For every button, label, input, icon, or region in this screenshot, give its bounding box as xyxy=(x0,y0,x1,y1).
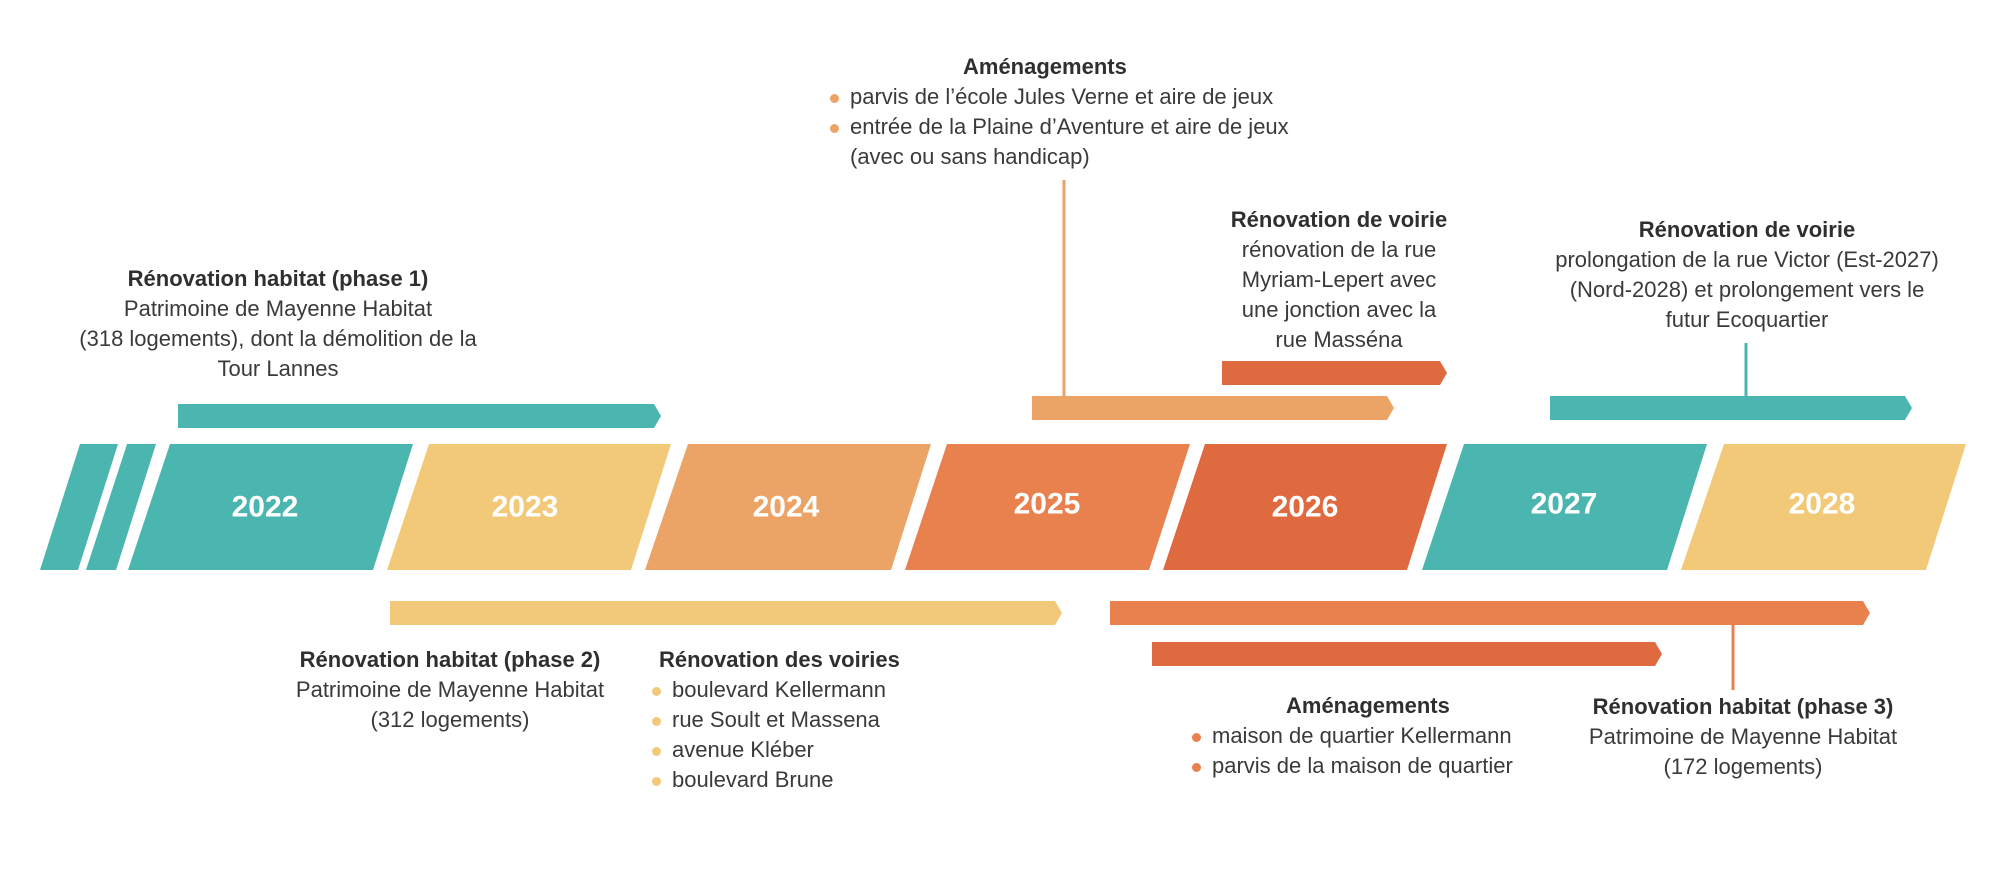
year-label: 2023 xyxy=(491,490,559,524)
year-label: 2024 xyxy=(752,490,820,524)
bar-amenagements-top xyxy=(1032,396,1394,420)
year-label: 2026 xyxy=(1271,490,1339,524)
list-item: boulevard Kellermann xyxy=(652,675,952,705)
year-label: 2022 xyxy=(231,490,299,524)
year-label: 2027 xyxy=(1530,487,1598,521)
block-line: Patrimoine de Mayenne Habitat xyxy=(1588,724,1898,749)
bar-renov-voirie-2026 xyxy=(1222,361,1447,385)
year-segment-2026 xyxy=(1163,444,1447,570)
year-segment-2023 xyxy=(387,444,671,570)
block-line: (318 logements), dont la démolition de la xyxy=(79,326,477,351)
block-line: Tour Lannes xyxy=(217,356,339,381)
block-title: Rénovation des voiries xyxy=(659,647,900,672)
block-title: Rénovation habitat (phase 2) xyxy=(299,647,601,672)
block-renov-habitat-phase2 xyxy=(280,645,620,735)
bar-amenagements-bottom xyxy=(1152,642,1662,666)
block-renov-voirie-2027 xyxy=(1527,215,1967,335)
year-label: 2028 xyxy=(1788,487,1856,521)
block-line: (172 logements) xyxy=(1663,754,1823,779)
block-line: Patrimoine de Mayenne Habitat xyxy=(295,677,605,702)
year-segment-2028 xyxy=(1681,444,1966,570)
bar-renov-habitat-phase2 xyxy=(390,601,1062,625)
block-title: Rénovation de voirie xyxy=(1638,217,1856,242)
list-item-continuation: (avec ou sans handicap) xyxy=(850,144,1090,169)
block-title: Rénovation de voirie xyxy=(1230,207,1448,232)
year-label: 2025 xyxy=(1013,487,1081,521)
year-segment-2027 xyxy=(1422,444,1707,570)
block-title: Rénovation habitat (phase 1) xyxy=(127,266,429,291)
list-item: entrée de la Plaine d’Aventure et aire de jeux xyxy=(830,112,1370,142)
block-amenagements-top xyxy=(830,52,1370,172)
year-segment-2022 xyxy=(128,444,413,570)
list-item: parvis de l’école Jules Verne et aire de jeux xyxy=(830,82,1370,112)
block-line: rue Masséna xyxy=(1275,327,1403,352)
bar-renov-voirie-2027 xyxy=(1550,396,1912,420)
block-renov-voirie-2026 xyxy=(1199,205,1479,355)
block-line: une jonction avec la xyxy=(1241,297,1437,322)
list-item: boulevard Brune xyxy=(652,765,952,795)
block-line: rénovation de la rue xyxy=(1241,237,1437,262)
block-line: (Nord-2028) et prolongement vers le xyxy=(1569,277,1925,302)
block-line: Myriam-Lepert avec xyxy=(1241,267,1437,292)
block-title: Aménagements xyxy=(963,54,1127,79)
block-amenagements-bottom xyxy=(1192,691,1572,781)
bar-renov-habitat-phase1 xyxy=(178,404,661,428)
list-item: avenue Kléber xyxy=(652,735,952,765)
year-segment-2025 xyxy=(905,444,1190,570)
year-segment-2024 xyxy=(645,444,931,570)
block-renov-voiries xyxy=(652,645,952,795)
block-title: Aménagements xyxy=(1286,693,1450,718)
block-title: Rénovation habitat (phase 3) xyxy=(1592,694,1894,719)
bar-renov-habitat-phase3 xyxy=(1110,601,1870,625)
list-item: rue Soult et Massena xyxy=(652,705,952,735)
block-renov-habitat-phase3 xyxy=(1563,692,1923,782)
block-line: Patrimoine de Mayenne Habitat xyxy=(123,296,433,321)
block-renov-habitat-phase1 xyxy=(58,264,498,384)
list-item: maison de quartier Kellermann xyxy=(1192,721,1572,751)
block-line: futur Ecoquartier xyxy=(1665,307,1829,332)
block-line: prolongation de la rue Victor (Est-2027) xyxy=(1555,247,1939,272)
block-line: (312 logements) xyxy=(370,707,530,732)
list-item: parvis de la maison de quartier xyxy=(1192,751,1572,781)
